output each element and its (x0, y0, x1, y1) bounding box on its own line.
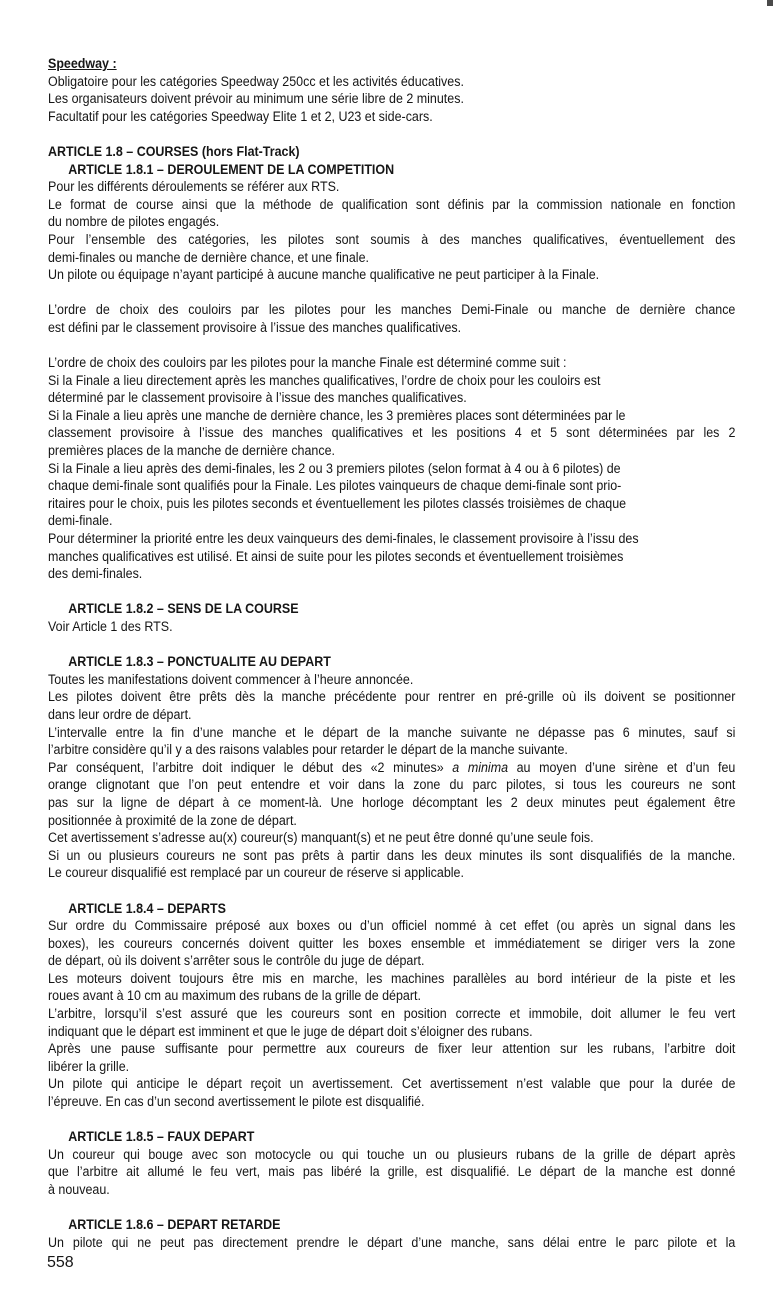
paragraph-line: positionnée à proximité de la zone de départ. (48, 812, 297, 829)
article-1-8-1-paragraph (48, 179, 735, 197)
article-1-8-3-paragraph (48, 725, 735, 760)
article-1-8-heading (48, 144, 735, 162)
article-1-8-3-paragraph (48, 672, 735, 690)
paragraph-line: Cet avertissement s’adresse au(x) coureur(s) manquant(s) et ne peut être donné qu’une seule fois. (48, 830, 594, 847)
paragraph-line: demi-finales ou manche de dernière chance, et une finale. (48, 249, 369, 266)
paragraph-line: Le coureur disqualifié est remplacé par un coureur de réserve si applicable. (48, 865, 464, 882)
article-1-8-1-paragraph (48, 232, 735, 267)
blank-line (48, 637, 735, 655)
text-segment: Par conséquent, l’arbitre doit indiquer le début des «2 minutes» (48, 759, 453, 776)
paragraph-line: roues avant à 10 cm au maximum des rubans de la grille de départ. (48, 988, 421, 1005)
paragraph-line: Un coureur qui bouge avec son motocycle ou qui touche un ou plusieurs rubans de la grille de départ après (48, 1146, 736, 1163)
scan-corner-artifact (767, 0, 773, 6)
article-1-8-3-heading (48, 654, 735, 672)
paragraph-line: manches qualificatives est utilisé. Et ainsi de suite pour les pilotes seconds et éventuellement troisièmes (48, 548, 624, 565)
paragraph-line: Pour les différents déroulements se référer aux RTS. (48, 179, 340, 196)
blank-line (48, 285, 735, 303)
heading-text: ARTICLE 1.8.6 – DEPART RETARDE (68, 1217, 281, 1234)
article-1-8-5-paragraph (48, 1147, 735, 1200)
paragraph-line: du nombre de pilotes engagés. (48, 214, 220, 231)
paragraph-line: L’ordre de choix des couloirs par les pilotes pour la manche Finale est déterminé comme suit : (48, 355, 567, 372)
article-1-8-6-paragraph (48, 1235, 735, 1253)
article-1-8-3-paragraph (48, 689, 735, 724)
page-number: 558 (47, 1254, 74, 1271)
paragraph-line: Un pilote qui anticipe le départ reçoit un avertissement. Cet avertissement n’est valable que pour la durée de (48, 1076, 736, 1093)
article-1-8-3-paragraph (48, 830, 735, 848)
blank-line (48, 883, 735, 901)
paragraph-line: L’intervalle entre la fin d’une manche et le départ de la manche suivante ne dépasse pas 6 minutes, sauf si (48, 724, 736, 741)
heading-text: ARTICLE 1.8.3 – PONCTUALITE AU DEPART (68, 654, 331, 671)
paragraph-line: est défini par le classement provisoire à l’issue des manches qualificatives. (48, 319, 462, 336)
paragraph-line: pas sur la ligne de départ à ce moment-là. Une horloge décomptant les 2 deux minutes peut également être (48, 794, 736, 811)
paragraph-line: à nouveau. (48, 1182, 110, 1198)
paragraph-line: des demi-finales. (48, 566, 143, 583)
paragraph-line: Facultatif pour les catégories Speedway Elite 1 et 2, U23 et side-cars. (48, 108, 433, 125)
paragraph-line: libérer la grille. (48, 1058, 130, 1075)
paragraph-line: Le format de course ainsi que la méthode de qualification sont définis par la commission nationale en fonction (48, 196, 736, 213)
paragraph-line: Si la Finale a lieu directement après les manches qualificatives, l’ordre de choix pour les couloirs est (48, 372, 601, 389)
paragraph-line: déterminé par le classement provisoire à l’issue des manches qualificatives. (48, 390, 467, 407)
blank-line (48, 584, 735, 602)
heading-text: ARTICLE 1.8.5 – FAUX DEPART (68, 1129, 255, 1146)
article-1-8-2-heading (48, 601, 735, 619)
paragraph-line (48, 760, 735, 778)
paragraph-line: de départ, où ils doivent s’arrêter sous le contrôle du juge de départ. (48, 953, 425, 970)
paragraph-line: Un pilote qui ne peut pas directement prendre le départ d’une manche, sans délai entre le parc pilote et la (48, 1234, 736, 1251)
paragraph-line: premières places de la manche de dernière chance. (48, 443, 335, 460)
paragraph-line: l’arbitre considère qu’il y a des raisons valables pour retarder le départ de la manche suivante. (48, 742, 568, 759)
paragraph-line: Obligatoire pour les catégories Speedway 250cc et les activités éducatives. (48, 73, 464, 90)
heading-text: ARTICLE 1.8 – COURSES (hors Flat-Track) (48, 143, 300, 160)
article-1-8-1-paragraph (48, 197, 735, 232)
paragraph-line: Les organisateurs doivent prévoir au minimum une série libre de 2 minutes. (48, 91, 464, 108)
paragraph-line: Sur ordre du Commissaire préposé aux boxes ou d’un officiel nommé à cet effet (ou après un signal dans les (48, 918, 736, 935)
heading-text: ARTICLE 1.8.2 – SENS DE LA COURSE (68, 601, 299, 618)
article-1-8-4-heading (48, 901, 735, 919)
document-content (48, 56, 735, 1252)
article-1-8-4-paragraph (48, 971, 735, 1006)
paragraph-line: Pour l’ensemble des catégories, les pilotes sont soumis à des manches qualificatives, éventuellement des (48, 231, 736, 248)
paragraph-line: Un pilote ou équipage n’ayant participé à aucune manche qualificative ne peut participer à la Finale. (48, 267, 600, 284)
article-1-8-3-paragraph (48, 865, 735, 883)
speedway-intro-paragraph (48, 74, 735, 127)
paragraph-line: que l’arbitre ait allumé le feu vert, mais pas libéré la grille, est disqualifié. Le départ de la manche est donné (48, 1164, 736, 1181)
article-1-8-3-paragraph (48, 760, 735, 830)
article-1-8-1-paragraph (48, 267, 735, 285)
paragraph-line: ritaires pour le choix, puis les pilotes seconds et éventuellement les pilotes classés troisièmes de chaque (48, 495, 627, 512)
heading-text: ARTICLE 1.8.1 – DEROULEMENT DE LA COMPETITION (68, 161, 395, 178)
article-1-8-1-paragraph (48, 302, 735, 337)
paragraph-line: Si la Finale a lieu après des demi-finales, les 2 ou 3 premiers pilotes (selon format à 4 ou à 6 pilotes) de (48, 460, 621, 477)
article-1-8-4-paragraph (48, 918, 735, 971)
article-1-8-3-paragraph (48, 848, 735, 866)
paragraph-line: demi-finale. (48, 513, 113, 530)
article-1-8-1-paragraph (48, 355, 735, 584)
blank-line (48, 126, 735, 144)
paragraph-line: boxes), les coureurs concernés doivent quitter les boxes ensemble et immédiatement se diriger vers la zone (48, 935, 736, 952)
blank-line (48, 1112, 735, 1130)
article-1-8-2-paragraph (48, 619, 735, 637)
paragraph-line: chaque demi-finale sont qualifiés pour la Finale. Les pilotes vainqueurs de chaque demi-finale sont prio- (48, 478, 622, 495)
article-1-8-4-paragraph (48, 1076, 735, 1111)
heading-text: ARTICLE 1.8.4 – DEPARTS (68, 900, 226, 917)
paragraph-line: Après une pause suffisante pour permettre aux coureurs de fixer leur attention sur les rubans, l’arbitre doit (48, 1041, 736, 1058)
paragraph-line: dans leur ordre de départ. (48, 706, 192, 723)
blank-line (48, 338, 735, 356)
text-segment: au moyen d’une sirène et d’un feu (508, 759, 736, 776)
speedway-heading (48, 56, 735, 74)
article-1-8-6-heading (48, 1217, 735, 1235)
article-1-8-4-paragraph (48, 1041, 735, 1076)
paragraph-line: orange clignotant que l’on peut entendre et voir dans la zone du parc pilotes, si tous les coureurs ne sont (48, 777, 736, 794)
paragraph-line: Si un ou plusieurs coureurs ne sont pas prêts à partir dans les deux minutes ils sont disqualifiés de la manche. (48, 847, 736, 864)
paragraph-line: L’ordre de choix des couloirs par les pilotes pour les manches Demi-Finale ou manche de dernière chance (48, 302, 736, 319)
paragraph-line: Les moteurs doivent toujours être mis en marche, les machines parallèles au bord intérieur de la piste et les (48, 970, 736, 987)
paragraph-line: Toutes les manifestations doivent commencer à l’heure annoncée. (48, 671, 414, 688)
italic-text: a minima (452, 759, 509, 776)
article-1-8-4-paragraph (48, 1006, 735, 1041)
blank-line (48, 1200, 735, 1218)
article-1-8-5-heading (48, 1129, 735, 1147)
paragraph-line: L’arbitre, lorsqu’il s’est assuré que les coureurs sont en position correcte et immobile, doit allumer le feu vert (48, 1006, 736, 1023)
paragraph-line: Voir Article 1 des RTS. (48, 619, 173, 635)
article-1-8-1-heading (48, 162, 735, 180)
paragraph-line: Si la Finale a lieu après une manche de dernière chance, les 3 premières places sont déterminées par le (48, 407, 626, 424)
paragraph-line: indiquant que le départ est imminent et que le juge de départ doit s’éloigner des rubans. (48, 1023, 533, 1040)
paragraph-line: l’épreuve. En cas d’un second avertissement le pilote est disqualifié. (48, 1094, 425, 1111)
heading-text: Speedway : (48, 56, 117, 72)
paragraph-line: Les pilotes doivent être prêts dès la manche précédente pour rentrer en pré-grille où ils doivent se positionner (48, 689, 736, 706)
paragraph-line: classement provisoire à l’issue des manches qualificatives et les positions 4 et 5 sont déterminées par les 2 (48, 425, 736, 442)
paragraph-line: Pour déterminer la priorité entre les deux vainqueurs des demi-finales, le classement provisoire à l’issu des (48, 531, 639, 548)
